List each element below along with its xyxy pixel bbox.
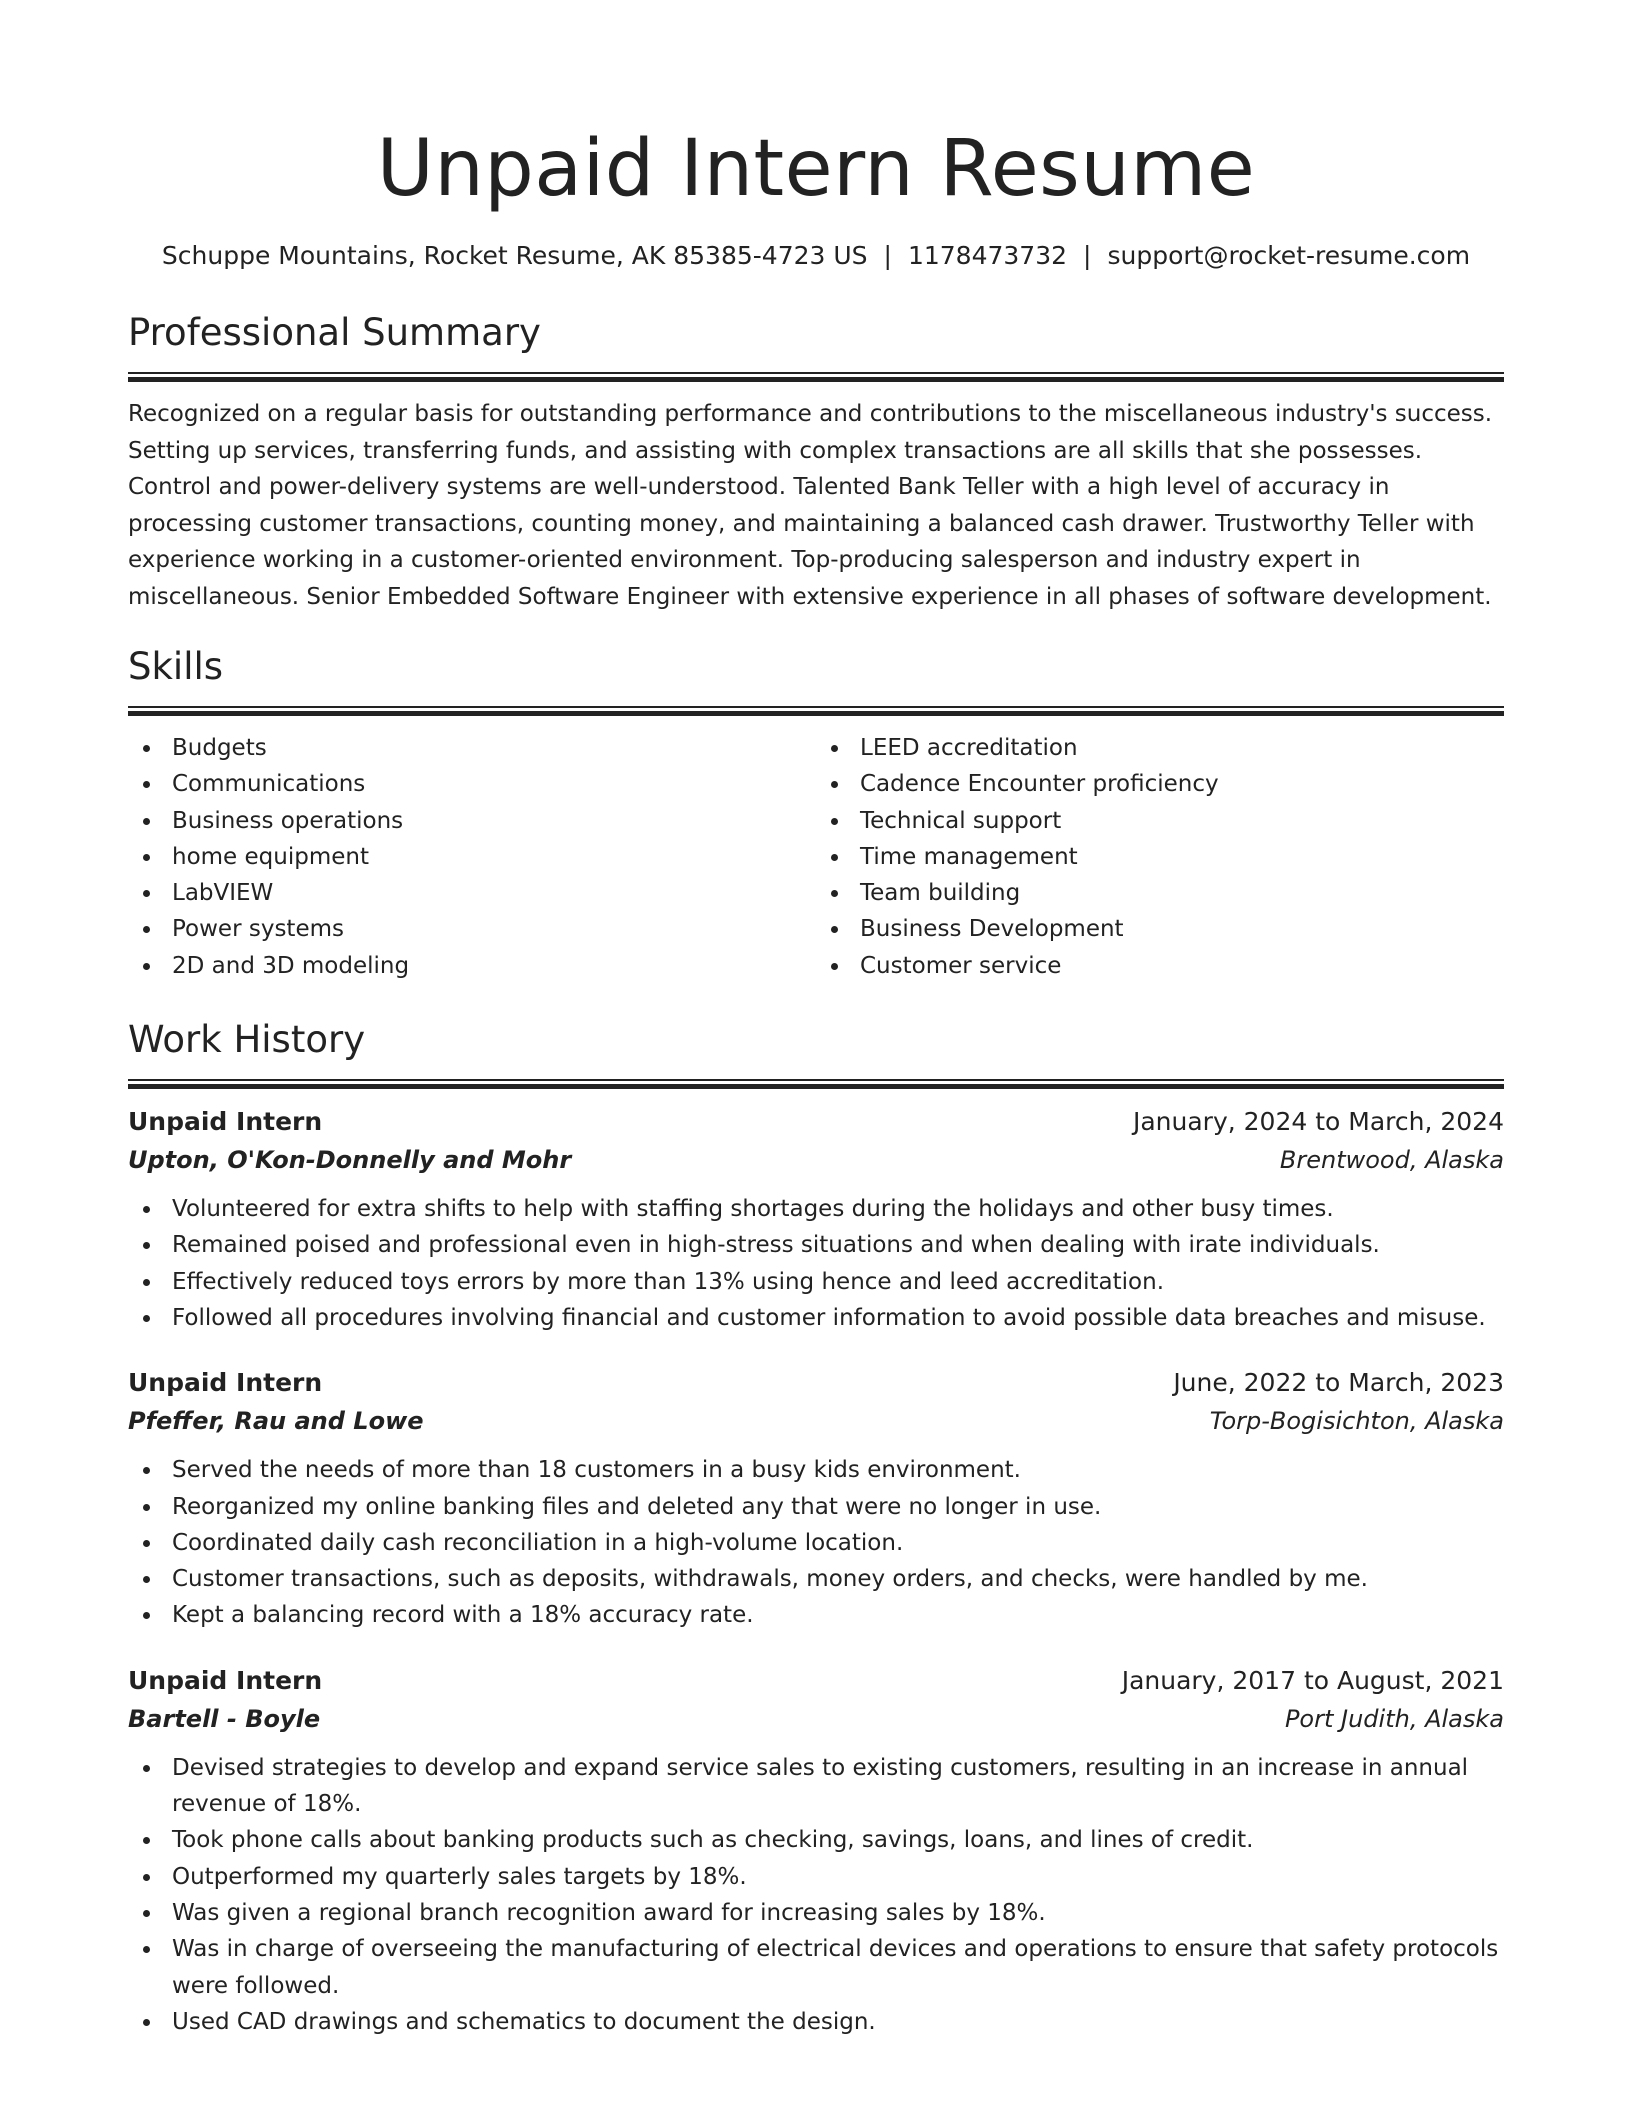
- job-location: Brentwood, Alaska: [1279, 1146, 1504, 1175]
- work-history-section: [128, 1017, 1504, 2040]
- job-bullet: Used CAD drawings and schematics to document the design.: [128, 2004, 1504, 2040]
- job-title: Unpaid Intern: [128, 1368, 323, 1398]
- separator: |: [883, 241, 892, 270]
- job-bullet: Kept a balancing record with a 18% accuracy rate.: [128, 1597, 1504, 1633]
- company-name: Bartell - Boyle: [128, 1704, 321, 1733]
- job-dates: June, 2022 to March, 2023: [1173, 1368, 1504, 1398]
- job-bullet: Was given a regional branch recognition award for increasing sales by 18%.: [128, 1895, 1504, 1931]
- job-bullet: Outperformed my quarterly sales targets by 18%.: [128, 1859, 1504, 1895]
- section-divider: [128, 372, 1504, 380]
- job-location: Port Judith, Alaska: [1284, 1704, 1504, 1733]
- company-name: Upton, O'Kon-Donnelly and Mohr: [128, 1146, 572, 1175]
- resume-page: [128, 0, 1504, 2040]
- job-entry: [128, 1103, 1504, 1336]
- job-bullet: Took phone calls about banking products such as checking, savings, loans, and lines of credit.: [128, 1822, 1504, 1858]
- job-bullet: Served the needs of more than 18 customers in a busy kids environment.: [128, 1452, 1504, 1488]
- phone: 1178473732: [907, 241, 1068, 270]
- skill-item: Power systems: [128, 911, 816, 947]
- job-bullets: [128, 1750, 1504, 2040]
- section-divider: [128, 1079, 1504, 1087]
- job-location: Torp-Bogisichton, Alaska: [1209, 1407, 1504, 1436]
- separator: |: [1083, 241, 1092, 270]
- section-title-skills: Skills: [128, 645, 224, 688]
- job-title: Unpaid Intern: [128, 1665, 323, 1695]
- summary-text: Recognized on a regular basis for outstanding performance and contributions to the miscellaneous industry's success. Setting up services, transferring funds, and assisting with complex transactions are all skills that she possesses. Control and power-delivery systems are well-understood. Talented Bank Teller with a high level of accuracy in processing customer transactions, counting money, and maintaining a balanced cash drawer. Trustworthy Teller with experience working in a customer-oriented environment. Top-producing salesperson and industry expert in miscellaneous. Senior Embedded Software Engineer with extensive experience in all phases of software development.: [128, 401, 1493, 610]
- contact-line: [128, 240, 1504, 272]
- resume-title: Unpaid Intern Resume: [376, 124, 1256, 214]
- job-dates: January, 2017 to August, 2021: [1121, 1665, 1504, 1695]
- skill-item: LEED accreditation: [816, 730, 1504, 766]
- skill-item: Budgets: [128, 730, 816, 766]
- skill-item: Business operations: [128, 803, 816, 839]
- skill-item: LabVIEW: [128, 875, 816, 911]
- job-title: Unpaid Intern: [128, 1107, 323, 1137]
- professional-summary-section: [128, 310, 1504, 615]
- job-bullet: Followed all procedures involving financial and customer information to avoid possible data breaches and misuse.: [128, 1300, 1504, 1336]
- job-dates: January, 2024 to March, 2024: [1132, 1107, 1504, 1137]
- skills-section: [128, 644, 1504, 984]
- skill-item: Team building: [816, 875, 1504, 911]
- email: support@rocket-resume.com: [1107, 241, 1471, 270]
- skills-column-right: [816, 730, 1504, 984]
- skill-item: home equipment: [128, 839, 816, 875]
- job-bullet: Remained poised and professional even in high-stress situations and when dealing with irate individuals.: [128, 1227, 1504, 1263]
- skills-grid: [128, 730, 1504, 984]
- job-bullet: Effectively reduced toys errors by more than 13% using hence and leed accreditation.: [128, 1264, 1504, 1300]
- job-bullet: Volunteered for extra shifts to help with staffing shortages during the holidays and other busy times.: [128, 1191, 1504, 1227]
- skill-item: Time management: [816, 839, 1504, 875]
- job-bullets: [128, 1452, 1504, 1633]
- skill-item: Communications: [128, 766, 816, 802]
- job-entry: [128, 1364, 1504, 1633]
- job-bullet: Customer transactions, such as deposits, withdrawals, money orders, and checks, were handled by me.: [128, 1561, 1504, 1597]
- company-name: Pfeffer, Rau and Lowe: [128, 1407, 424, 1436]
- section-title-work-history: Work History: [128, 1018, 366, 1062]
- section-divider: [128, 706, 1504, 714]
- job-bullet: Reorganized my online banking files and deleted any that were no longer in use.: [128, 1489, 1504, 1525]
- job-bullet: Devised strategies to develop and expand service sales to existing customers, resulting in an increase in annual revenue of 18%.: [128, 1750, 1504, 1823]
- skill-item: Technical support: [816, 803, 1504, 839]
- section-title-summary: Professional Summary: [128, 311, 541, 354]
- skill-item: Business Development: [816, 911, 1504, 947]
- job-entry: [128, 1662, 1504, 2040]
- address: Schuppe Mountains, Rocket Resume, AK 85385-4723 US: [161, 241, 868, 270]
- job-bullet: Coordinated daily cash reconciliation in a high-volume location.: [128, 1525, 1504, 1561]
- skill-item: 2D and 3D modeling: [128, 948, 816, 984]
- job-bullet: Was in charge of overseeing the manufacturing of electrical devices and operations to ensure that safety protocols were followed.: [128, 1931, 1504, 2004]
- skill-item: Customer service: [816, 948, 1504, 984]
- skill-item: Cadence Encounter proficiency: [816, 766, 1504, 802]
- skills-column-left: [128, 730, 816, 984]
- job-bullets: [128, 1191, 1504, 1336]
